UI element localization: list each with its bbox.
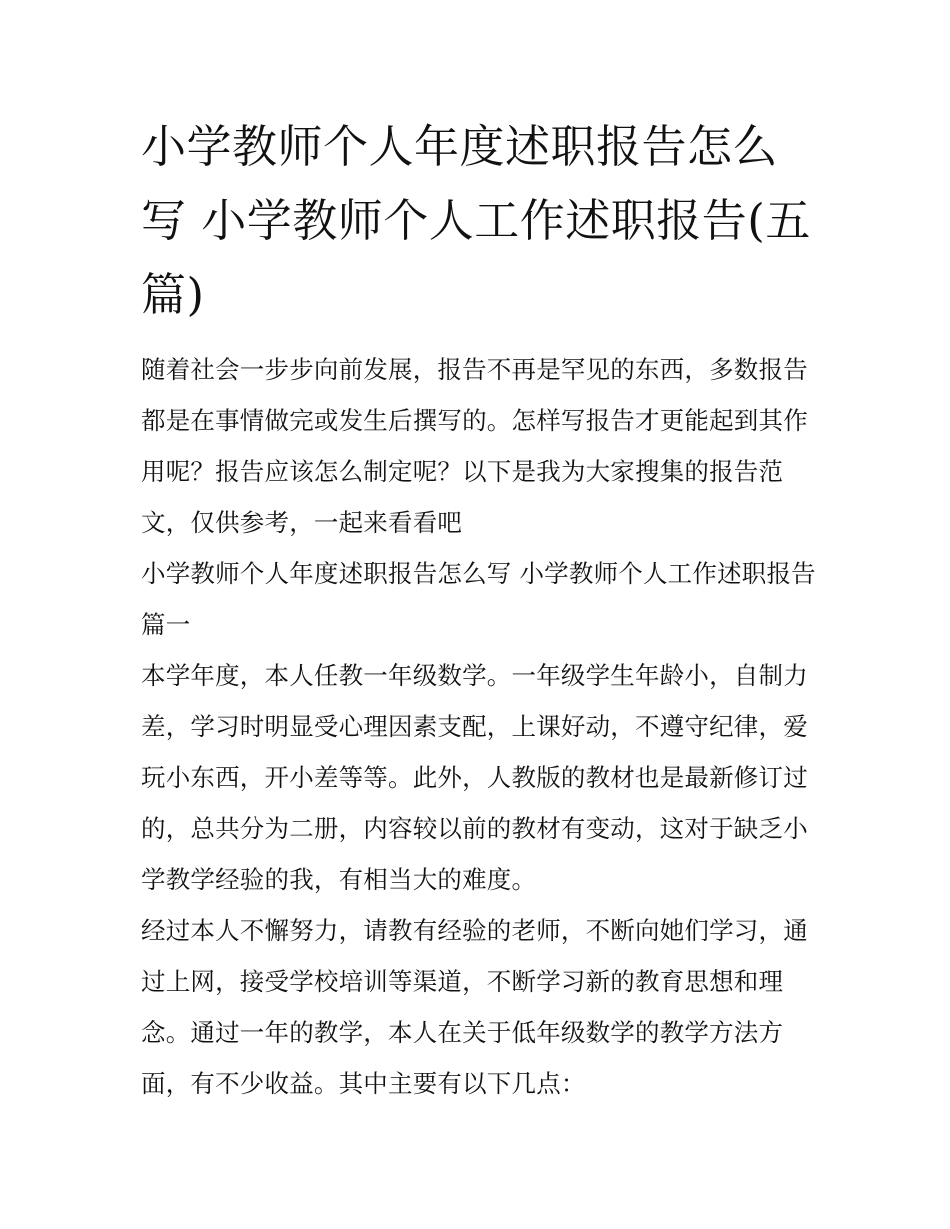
document-title: 小学教师个人年度述职报告怎么写 小学教师个人工作述职报告(五篇) [141,120,811,321]
body-paragraph: 经过本人不懈努力，请教有经验的老师，不断向她们学习，通过上网，接受学校培训等渠道，不断学习新的教育思想和理念。通过一年的教学，本人在关于低年级数学的教学方法方面，有不少收益。其中主要有以下几点： [141,916,808,1098]
section-heading: 小学教师个人年度述职报告怎么写 小学教师个人工作述职报告篇一 [141,559,816,639]
document-body [141,110,821,1109]
body-paragraph: 本学年度，本人任教一年级数学。一年级学生年龄小，自制力差，学习时明显受心理因素支配，上课好动，不遵守纪律，爱玩小东西，开小差等等。此外，人教版的教材也是最新修订过的，总共分为二册，内容较以前的教材有变动，这对于缺乏小学教学经验的我，有相当大的难度。 [141,661,808,894]
intro-paragraph: 随着社会一步步向前发展，报告不再是罕见的东西，多数报告都是在事情做完或发生后撰写的。怎样写报告才更能起到其作用呢？报告应该怎么制定呢？以下是我为大家搜集的报告范文，仅供参考，一起来看看吧 [141,355,808,537]
